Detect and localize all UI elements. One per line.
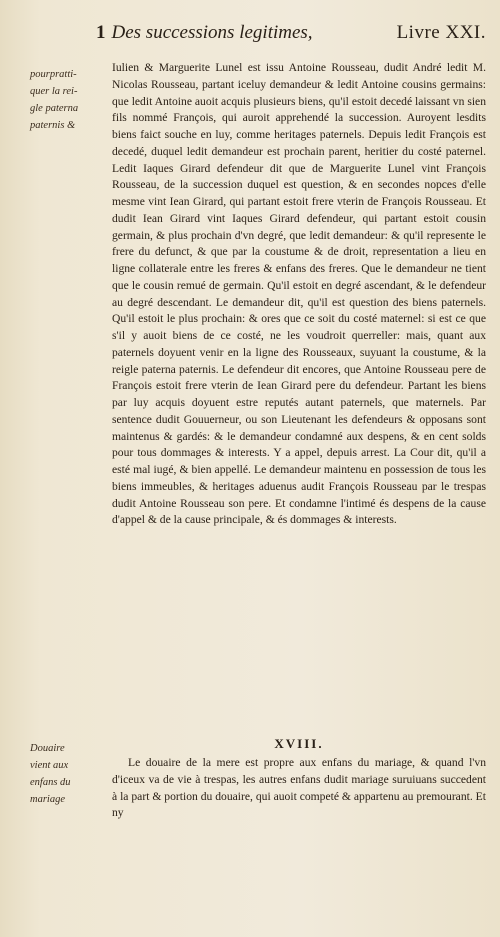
margin-note-line: enfans du bbox=[30, 777, 71, 788]
margin-note-line: paternis & bbox=[30, 120, 76, 131]
margin-note-line: Douaire bbox=[30, 743, 65, 754]
running-title: Des successions legitimes, bbox=[111, 22, 313, 43]
main-paragraph-text: Iulien & Marguerite Lunel est issu Antoine Rousseau, dudit André ledit M. Nicolas Rousseau, partant iceluy demandeur & ledit Antoine cousins germains: que ledit Antoine auoit acquis plusieurs biens, qu'il estoit decedé laissant vn sien fils nommé François, qui auroit apprehendé la succession. Auroyent lesdits biens faict souche en luy, comme heritages paternels. Depuis ledit François est decedé, duquel ledit demandeur est prochain parent, heritier du costé paternel. Ledit Iaques Girard defendeur dit que de Marguerite Lunel vint François Rousseau, de la succession duquel est question, & en secondes nopces d'elle mesme vint Iean Girard, qui partant estoit frere vterin de François Rousseau. Et dudit Iean Girard vint Iaques Girard defendeur, qui partant estoit cousin germain, & plus prochain d'vn degré, que ledit demandeur: & qu'il represente le frere du defunct, & que par la coustume & de droit, representation a lieu en ligne collaterale entre les freres & enfans des freres. Que le demandeur ne tient que le cousin remué de germain. Qu'il estoit en degré ascendant, & le defendeur au degré descendant. Le demandeur dit, qu'il est question des biens paternels. Qu'il estoit le plus prochain: & ores que ce soit du costé maternel: si est ce que s'il y auoit biens de ce costé, ne les voudroit querreller: mais, quant aux paternels doyuent venir en la ligne des Rousseaux, suyuant la coustume, & la reigle paterna paternis. Le defendeur dit encores, que Antoine Rousseau pere de François estoit frere vterin de Iean Girard pere du defendeur. Partant les biens par luy acquis doyuent estre reputés autant paternels, que maternels. Par sentence dudit Gouuerneur, ou son Lieutenant les defendeurs & opposans sont maintenus & gardés: & le demandeur condamné aux despens, & en cent solds pour tous dommages & interests. Y a appel, depuis arrest. La Cour dit, qu'il a esté mal iugé, & bien appellé. Le demandeur maintenu en possession de tous les biens immeubles, & heritages aduenus audit François Rousseau par le trespas dudit Antoine Rousseau son pere. Et condamne l'intimé és despens de la cause d'appel & de la cause principale, & és dommages & interests. bbox=[112, 61, 486, 527]
margin-note-line: vient aux bbox=[30, 760, 69, 771]
margin-note-line: gle paterna bbox=[30, 103, 79, 114]
second-paragraph-text: Le douaire de la mere est propre aux enfans du mariage, & quand l'vn d'iceux va de vie à trespas, les autres enfans dudit mariage suruiuans succedent à la part & portion du douaire, qui auoit competé & appartenu au premourant. Et ny bbox=[112, 756, 486, 820]
second-paragraph bbox=[112, 755, 486, 835]
section-number: XVIII. bbox=[274, 736, 324, 751]
margin-note-line: quer la rei- bbox=[30, 86, 78, 97]
book-number: Livre XXI. bbox=[396, 22, 486, 43]
main-paragraph bbox=[112, 60, 486, 732]
margin-note-rule bbox=[30, 66, 110, 134]
running-header bbox=[96, 22, 486, 48]
margin-note-line: mariage bbox=[30, 794, 65, 805]
page-number: 1 bbox=[96, 22, 106, 43]
margin-note-douaire bbox=[30, 740, 110, 808]
margin-note-line: pourpratti- bbox=[30, 69, 77, 80]
